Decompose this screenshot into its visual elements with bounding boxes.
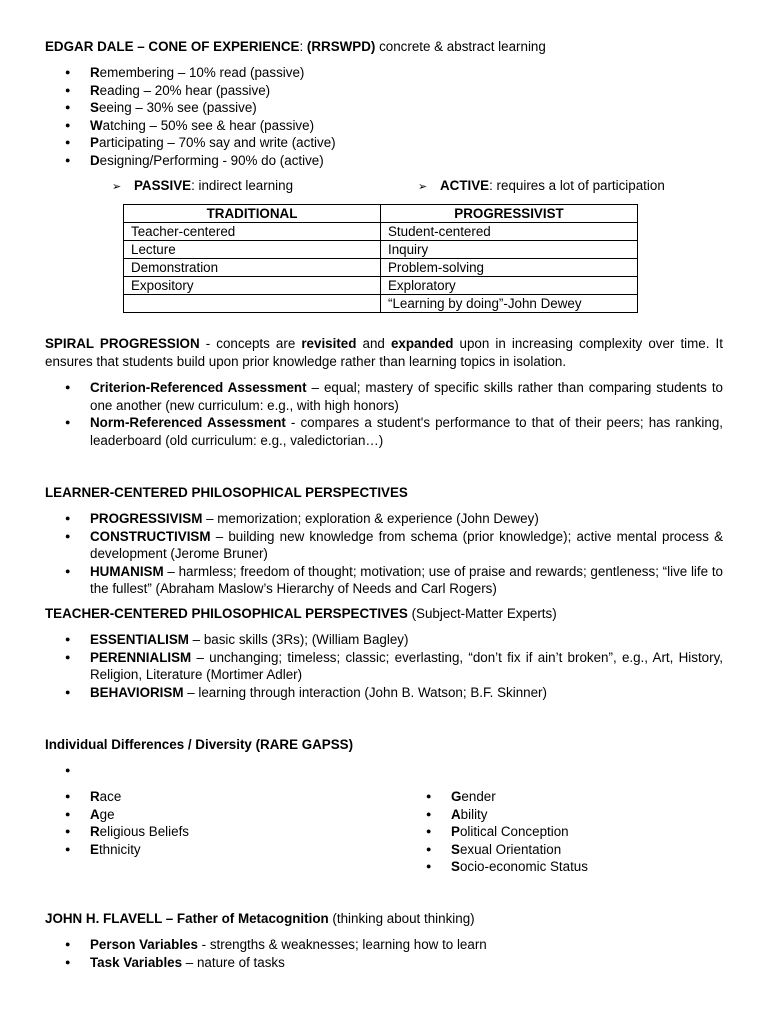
item-text: eeing – 30% see (passive) <box>98 100 257 115</box>
item-text: bility <box>460 806 488 822</box>
list-item <box>45 152 725 170</box>
list-item <box>45 936 725 954</box>
flavell-title: JOHN H. FLAVELL – Father of Metacognition <box>45 911 329 926</box>
list-item <box>45 134 725 152</box>
item-text: ge <box>99 806 115 822</box>
item-text: articipating – 70% say and write (active) <box>98 135 336 150</box>
active-label: ACTIVE <box>440 178 490 193</box>
teacher-subtitle: (Subject-Matter Experts) <box>407 606 557 621</box>
item-text: ender <box>461 789 496 804</box>
passive-label: PASSIVE <box>134 178 192 193</box>
list-item <box>45 379 723 414</box>
list-item <box>406 806 726 824</box>
empty-bullet-list <box>45 762 345 780</box>
list-item <box>406 858 726 876</box>
table-cell: Teacher-centered <box>124 223 381 241</box>
table-row <box>124 259 638 277</box>
teacher-heading <box>45 605 557 623</box>
table-cell <box>124 295 381 313</box>
item-term: ESSENTIALISM <box>90 632 189 647</box>
item-term: PERENNIALISM <box>90 649 192 665</box>
item-initial: S <box>90 100 99 115</box>
cone-title-sep: : <box>299 39 307 54</box>
item-initial: P <box>90 135 99 150</box>
table-cell: Student-centered <box>381 223 638 241</box>
table-row <box>124 295 638 313</box>
cone-code: (RRSWPD) <box>306 39 376 54</box>
item-initial: A <box>451 806 461 822</box>
flavell-heading <box>45 910 475 928</box>
teacher-title: TEACHER-CENTERED PHILOSOPHICAL PERSPECTIVES <box>45 606 408 621</box>
list-item <box>406 841 726 859</box>
table-row <box>124 277 638 295</box>
list-item <box>45 528 723 563</box>
list-item <box>406 788 726 806</box>
spiral-title: SPIRAL PROGRESSION <box>45 336 200 351</box>
assessment-list <box>45 379 723 449</box>
list-item <box>45 563 723 598</box>
column-header: PROGRESSIVIST <box>381 205 638 223</box>
list-item <box>45 684 723 702</box>
learner-title: LEARNER-CENTERED PHILOSOPHICAL PERSPECTIVES <box>45 485 408 500</box>
arrow-icon: ➢ <box>112 181 122 193</box>
item-term: CONSTRUCTIVISM <box>90 528 211 544</box>
item-text: exual Orientation <box>459 841 562 857</box>
table-cell: Expository <box>124 277 381 295</box>
item-initial: S <box>451 859 460 874</box>
table-cell: Problem-solving <box>381 259 638 277</box>
item-text: esigning/Performing - 90% do (active) <box>99 152 324 168</box>
spiral-paragraph <box>45 335 723 370</box>
item-term: Norm-Referenced Assessment <box>90 415 286 430</box>
table-cell: Inquiry <box>381 241 638 259</box>
list-item <box>45 414 723 449</box>
item-initial: A <box>90 806 100 822</box>
active-text: : requires a lot of participation <box>489 178 665 193</box>
item-initial: G <box>451 789 462 804</box>
list-item <box>45 631 723 649</box>
list-item <box>45 82 725 100</box>
item-text: olitical Conception <box>459 824 569 839</box>
item-initial: S <box>451 841 460 857</box>
list-item <box>45 806 375 824</box>
active-note <box>418 177 665 197</box>
spiral-text: and <box>356 336 391 351</box>
list-item <box>45 841 375 859</box>
spiral-emphasis: expanded <box>390 336 454 351</box>
passive-text: : indirect learning <box>191 178 294 193</box>
item-initial: R <box>90 824 100 839</box>
item-text: atching – 50% see & hear (passive) <box>102 117 315 133</box>
diversity-right-list <box>406 788 726 876</box>
table-row <box>124 223 638 241</box>
item-text: thnicity <box>98 841 141 857</box>
spiral-emphasis: revisited <box>301 336 357 351</box>
diversity-title: Individual Differences / Diversity (RARE GAPSS) <box>45 737 354 752</box>
flavell-subtitle: (thinking about thinking) <box>328 911 475 926</box>
item-text: – memorization; exploration & experience (John Dewey) <box>202 511 539 526</box>
list-item <box>45 788 375 806</box>
item-text: – equal; mastery of specific skills rather than comparing students to one another (new curriculum: e.g., with high honors) <box>90 380 723 413</box>
cone-heading <box>45 38 546 56</box>
list-item <box>45 954 725 972</box>
cone-title: EDGAR DALE – CONE OF EXPERIENCE <box>45 39 300 54</box>
cone-list <box>45 64 725 169</box>
comparison-table <box>123 204 638 313</box>
item-text: eading – 20% hear (passive) <box>99 82 271 98</box>
list-item <box>45 649 723 684</box>
item-initial: R <box>90 82 100 98</box>
item-text: – nature of tasks <box>182 954 285 970</box>
item-initial: D <box>90 152 100 168</box>
item-text: emembering – 10% read (passive) <box>99 65 305 80</box>
passive-note <box>112 177 293 197</box>
spiral-text: upon in increasing complexity over time. It ensures that students build upon prior knowledge rather than learning topics in isolation. <box>45 336 723 369</box>
diversity-heading <box>45 736 353 754</box>
list-item <box>45 823 375 841</box>
table-cell: “Learning by doing”-John Dewey <box>381 295 638 313</box>
list-item <box>45 762 345 780</box>
item-initial: R <box>90 789 100 804</box>
item-term: Task Variables <box>90 954 183 970</box>
item-text: – basic skills (3Rs); (William Bagley) <box>188 632 409 647</box>
teacher-list <box>45 631 723 701</box>
table-cell: Lecture <box>124 241 381 259</box>
cone-title-rest: concrete & abstract learning <box>375 39 546 54</box>
table-header-row <box>124 205 638 223</box>
learner-list <box>45 510 723 598</box>
item-text: ace <box>99 789 122 804</box>
item-term: PROGRESSIVISM <box>90 511 203 526</box>
list-item <box>45 117 725 135</box>
spiral-text: - concepts are <box>199 336 302 351</box>
list-item <box>406 823 726 841</box>
item-text: – building new knowledge from schema (prior knowledge); active mental process & development (Jerome Bruner) <box>90 528 723 561</box>
list-item <box>45 510 723 528</box>
item-initial: E <box>90 841 99 857</box>
item-initial: W <box>90 117 103 133</box>
item-text: - strengths & weaknesses; learning how to learn <box>197 937 487 952</box>
column-header: TRADITIONAL <box>124 205 381 223</box>
item-text: ocio-economic Status <box>459 859 588 874</box>
item-text: – unchanging; timeless; classic; everlasting, “don’t fix if ain’t broken”, e.g., Art, History, Religion, Literature (Mortimer Adler) <box>90 649 723 682</box>
flavell-list <box>45 936 725 971</box>
item-initial: P <box>451 824 460 839</box>
table-cell: Exploratory <box>381 277 638 295</box>
item-term: Criterion-Referenced Assessment <box>90 380 307 395</box>
item-text: eligious Beliefs <box>99 824 189 839</box>
item-term: BEHAVIORISM <box>90 684 184 700</box>
learner-heading <box>45 484 408 502</box>
list-item <box>45 99 725 117</box>
item-text: – harmless; freedom of thought; motivation; use of praise and rewards; gentleness; “live life to the fullest” (Abraham Maslow’s Hierarchy of Needs and Carl Rogers) <box>90 563 723 596</box>
item-initial: R <box>90 65 100 80</box>
item-text: – learning through interaction (John B. Watson; B.F. Skinner) <box>183 684 547 700</box>
diversity-left-list <box>45 788 375 858</box>
item-term: Person Variables <box>90 937 198 952</box>
table-cell: Demonstration <box>124 259 381 277</box>
arrow-icon: ➢ <box>418 181 428 193</box>
item-text: - compares a student's performance to that of their peers; has ranking, leaderboard (old curriculum: e.g., valedictorian…) <box>90 415 723 448</box>
table-row <box>124 241 638 259</box>
item-term: HUMANISM <box>90 563 164 579</box>
list-item <box>45 64 725 82</box>
